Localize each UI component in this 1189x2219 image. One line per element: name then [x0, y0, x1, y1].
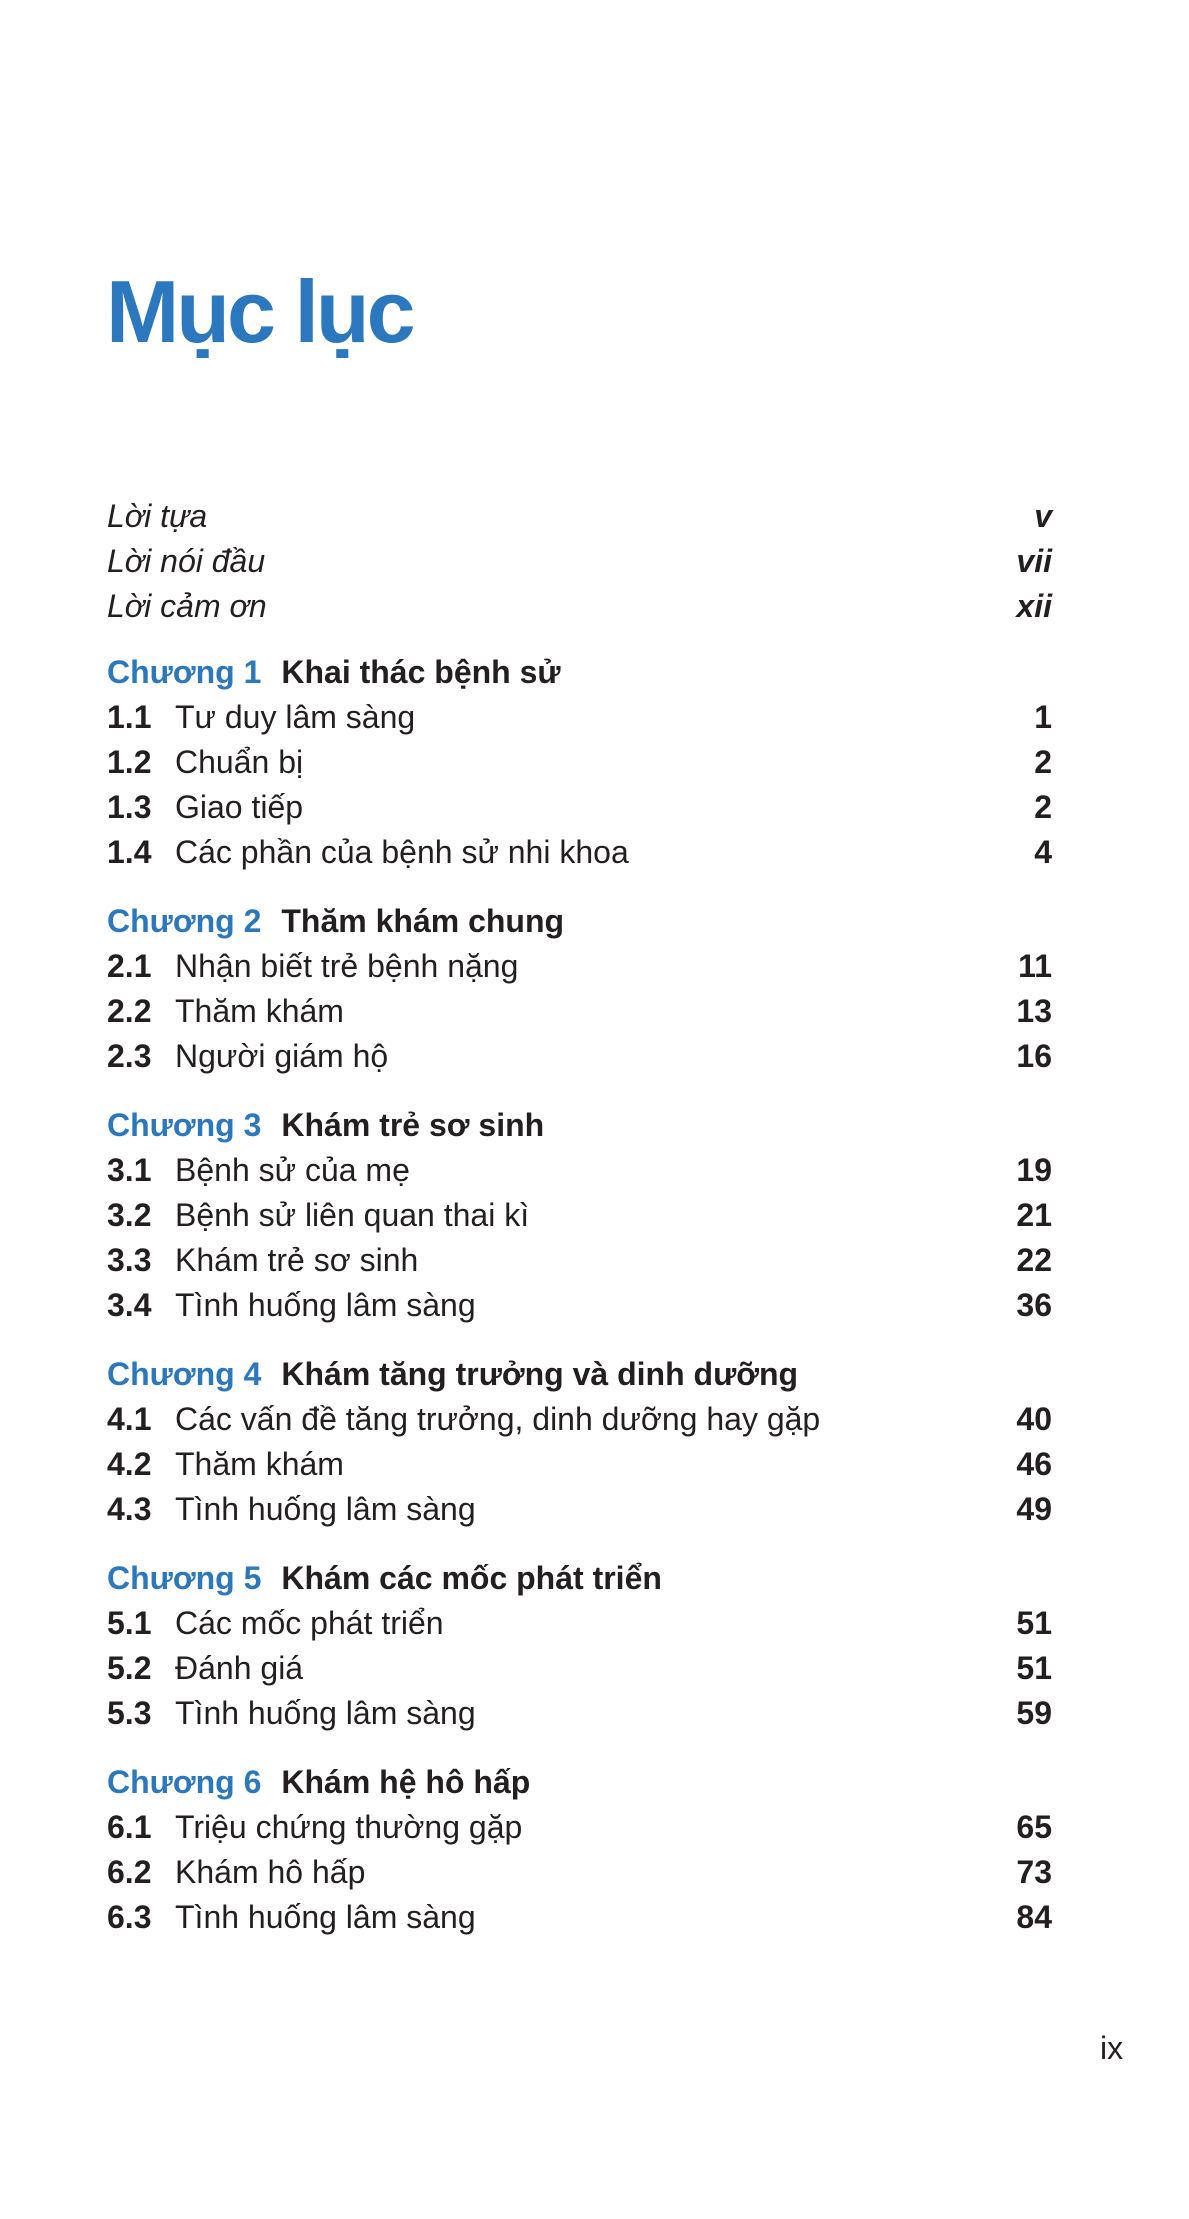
chapter-title: Khám các mốc phát triển: [281, 1560, 662, 1596]
section-page: 51: [1016, 1650, 1052, 1686]
section-number: 6.1: [107, 1809, 152, 1845]
front-matter-page: vii: [1016, 543, 1052, 579]
front-matter-label: Lời nói đầu: [107, 543, 266, 579]
section-title: Tình huống lâm sàng: [175, 1287, 476, 1323]
section-entry: [107, 1895, 1052, 1940]
front-matter-label: Lời tựa: [107, 498, 208, 534]
section-page: 22: [1016, 1242, 1052, 1278]
section-page: 13: [1016, 993, 1052, 1029]
chapter-title: Khám trẻ sơ sinh: [281, 1107, 545, 1143]
section-title: Thăm khám: [175, 1446, 344, 1482]
section-title: Tình huống lâm sàng: [175, 1491, 476, 1527]
section-entry: [107, 1193, 1052, 1238]
section-entry: [107, 1487, 1052, 1532]
section-entry: [107, 1691, 1052, 1736]
section-title: Bệnh sử của mẹ: [175, 1152, 410, 1188]
section-page: 51: [1016, 1605, 1052, 1641]
section-entry: [107, 1601, 1052, 1646]
section-title: Tư duy lâm sàng: [175, 699, 416, 735]
section-number: 3.3: [107, 1242, 152, 1278]
section-title: Các phần của bệnh sử nhi khoa: [175, 834, 629, 870]
section-entry: [107, 1397, 1052, 1442]
section-page: 21: [1016, 1197, 1052, 1233]
section-entry: [107, 695, 1052, 740]
chapter-label: Chương 4: [107, 1356, 262, 1392]
chapter-6: [107, 1760, 1052, 1940]
section-entry: [107, 785, 1052, 830]
section-number: 2.1: [107, 948, 152, 984]
section-number: 6.3: [107, 1899, 152, 1935]
chapter-title: Khai thác bệnh sử: [281, 654, 561, 690]
section-title: Triệu chứng thường gặp: [175, 1809, 523, 1845]
chapter-label: Chương 1: [107, 654, 262, 690]
section-title: Tình huống lâm sàng: [175, 1899, 476, 1935]
section-number: 1.1: [107, 699, 152, 735]
chapter-2: [107, 899, 1052, 1079]
front-matter-item: [107, 539, 1052, 584]
front-matter: [107, 494, 1052, 629]
page-number: ix: [1100, 2030, 1124, 2066]
section-number: 2.2: [107, 993, 152, 1029]
chapter-1: [107, 650, 1052, 875]
section-title: Người giám hộ: [175, 1038, 389, 1074]
section-number: 4.3: [107, 1491, 152, 1527]
section-page: 16: [1016, 1038, 1052, 1074]
section-entry: [107, 1442, 1052, 1487]
section-page: 49: [1016, 1491, 1052, 1527]
section-entry: [107, 989, 1052, 1034]
section-title: Giao tiếp: [175, 789, 304, 825]
front-matter-item: [107, 494, 1052, 539]
chapter-heading: [107, 899, 1052, 944]
section-title: Bệnh sử liên quan thai kì: [175, 1197, 530, 1233]
section-number: 2.3: [107, 1038, 152, 1074]
section-page: 40: [1016, 1401, 1052, 1437]
section-title: Chuẩn bị: [175, 744, 304, 780]
section-page: 65: [1016, 1809, 1052, 1845]
section-number: 5.3: [107, 1695, 152, 1731]
chapter-heading: [107, 650, 1052, 695]
section-number: 3.1: [107, 1152, 152, 1188]
section-page: 46: [1016, 1446, 1052, 1482]
section-page: 2: [1034, 744, 1052, 780]
section-entry: [107, 1850, 1052, 1895]
section-number: 5.1: [107, 1605, 152, 1641]
front-matter-page: xii: [1016, 588, 1052, 624]
front-matter-item: [107, 584, 1052, 629]
section-page: 4: [1034, 834, 1052, 870]
chapter-5: [107, 1556, 1052, 1736]
section-number: 5.2: [107, 1650, 152, 1686]
section-title: Nhận biết trẻ bệnh nặng: [175, 948, 519, 984]
chapter-heading: [107, 1760, 1052, 1805]
chapter-title: Khám hệ hô hấp: [281, 1764, 531, 1800]
section-entry: [107, 1148, 1052, 1193]
section-title: Đánh giá: [175, 1650, 304, 1686]
table-of-contents: [107, 494, 1052, 1940]
section-number: 1.3: [107, 789, 152, 825]
section-page: 2: [1034, 789, 1052, 825]
section-entry: [107, 1805, 1052, 1850]
section-entry: [107, 1646, 1052, 1691]
section-page: 36: [1016, 1287, 1052, 1323]
section-number: 1.2: [107, 744, 152, 780]
front-matter-label: Lời cảm ơn: [107, 588, 267, 624]
chapter-heading: [107, 1352, 1052, 1397]
section-entry: [107, 740, 1052, 785]
chapter-3: [107, 1103, 1052, 1328]
section-page: 84: [1016, 1899, 1052, 1935]
section-number: 1.4: [107, 834, 152, 870]
section-title: Các mốc phát triển: [175, 1605, 444, 1641]
section-entry: [107, 944, 1052, 989]
section-entry: [107, 1238, 1052, 1283]
section-page: 1: [1034, 699, 1052, 735]
chapter-heading: [107, 1103, 1052, 1148]
section-title: Tình huống lâm sàng: [175, 1695, 476, 1731]
section-page: 59: [1016, 1695, 1052, 1731]
section-page: 19: [1016, 1152, 1052, 1188]
section-title: Các vấn đề tăng trưởng, dinh dưỡng hay gặp: [175, 1401, 821, 1437]
chapter-4: [107, 1352, 1052, 1532]
chapter-title: Thăm khám chung: [281, 903, 565, 939]
chapter-heading: [107, 1556, 1052, 1601]
section-title: Khám trẻ sơ sinh: [175, 1242, 419, 1278]
section-title: Thăm khám: [175, 993, 344, 1029]
section-page: 73: [1016, 1854, 1052, 1890]
section-number: 3.2: [107, 1197, 152, 1233]
section-number: 4.1: [107, 1401, 152, 1437]
section-page: 11: [1018, 948, 1052, 984]
front-matter-page: v: [1034, 498, 1052, 534]
section-entry: [107, 830, 1052, 875]
chapter-title: Khám tăng trưởng và dinh dưỡng: [281, 1356, 799, 1392]
section-number: 6.2: [107, 1854, 152, 1890]
section-number: 4.2: [107, 1446, 152, 1482]
chapter-label: Chương 2: [107, 903, 262, 939]
section-entry: [107, 1034, 1052, 1079]
section-title: Khám hô hấp: [175, 1854, 366, 1890]
chapter-label: Chương 5: [107, 1560, 262, 1596]
section-entry: [107, 1283, 1052, 1328]
chapter-label: Chương 3: [107, 1107, 262, 1143]
section-number: 3.4: [107, 1287, 152, 1323]
chapter-label: Chương 6: [107, 1764, 262, 1800]
page-title: Mục lục: [106, 262, 413, 361]
